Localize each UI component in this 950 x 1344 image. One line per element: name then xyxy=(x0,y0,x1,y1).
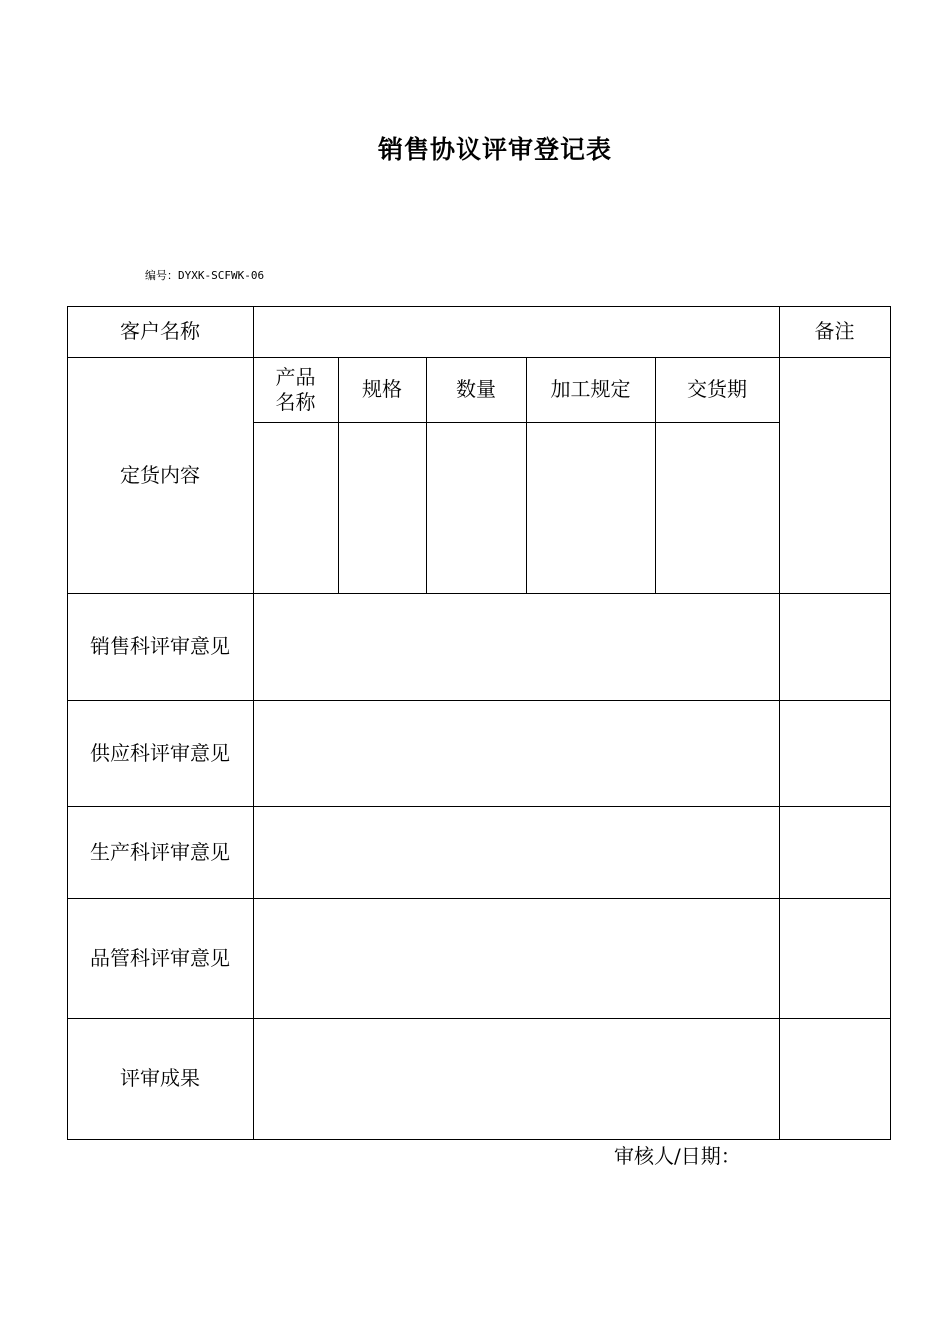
specification-header: 规格 xyxy=(362,377,402,401)
label-column-divider xyxy=(253,306,254,1140)
processing-requirements-header: 加工规定 xyxy=(550,377,631,401)
quantity-header: 数量 xyxy=(456,377,496,401)
order-content-label: 定货内容 xyxy=(120,462,200,487)
review-result-label: 评审成果 xyxy=(120,1066,200,1090)
quality-review-label: 品管科评审意见 xyxy=(90,945,230,970)
remarks-column-divider xyxy=(779,306,780,1140)
sales-review-label: 销售科评审意见 xyxy=(90,634,230,658)
product-name-header: 产品 名称 xyxy=(275,364,316,414)
review-form-table xyxy=(67,306,891,1140)
remarks-label: 备注 xyxy=(814,319,855,343)
document-code: 编号：DYXK-SCFWK-06 xyxy=(145,269,265,282)
order-header-divider xyxy=(253,422,779,423)
table-border-right xyxy=(890,306,891,1140)
table-border-bottom xyxy=(67,1139,891,1140)
document-title: 销售协议评审登记表 xyxy=(377,135,612,164)
production-review-label: 生产科评审意见 xyxy=(90,839,230,864)
supply-review-label: 供应科评审意见 xyxy=(90,740,230,765)
delivery-date-header: 交货期 xyxy=(687,377,747,401)
customer-name-label: 客户名称 xyxy=(120,319,200,343)
reviewer-date-label: 审核人/日期： xyxy=(614,1144,741,1168)
